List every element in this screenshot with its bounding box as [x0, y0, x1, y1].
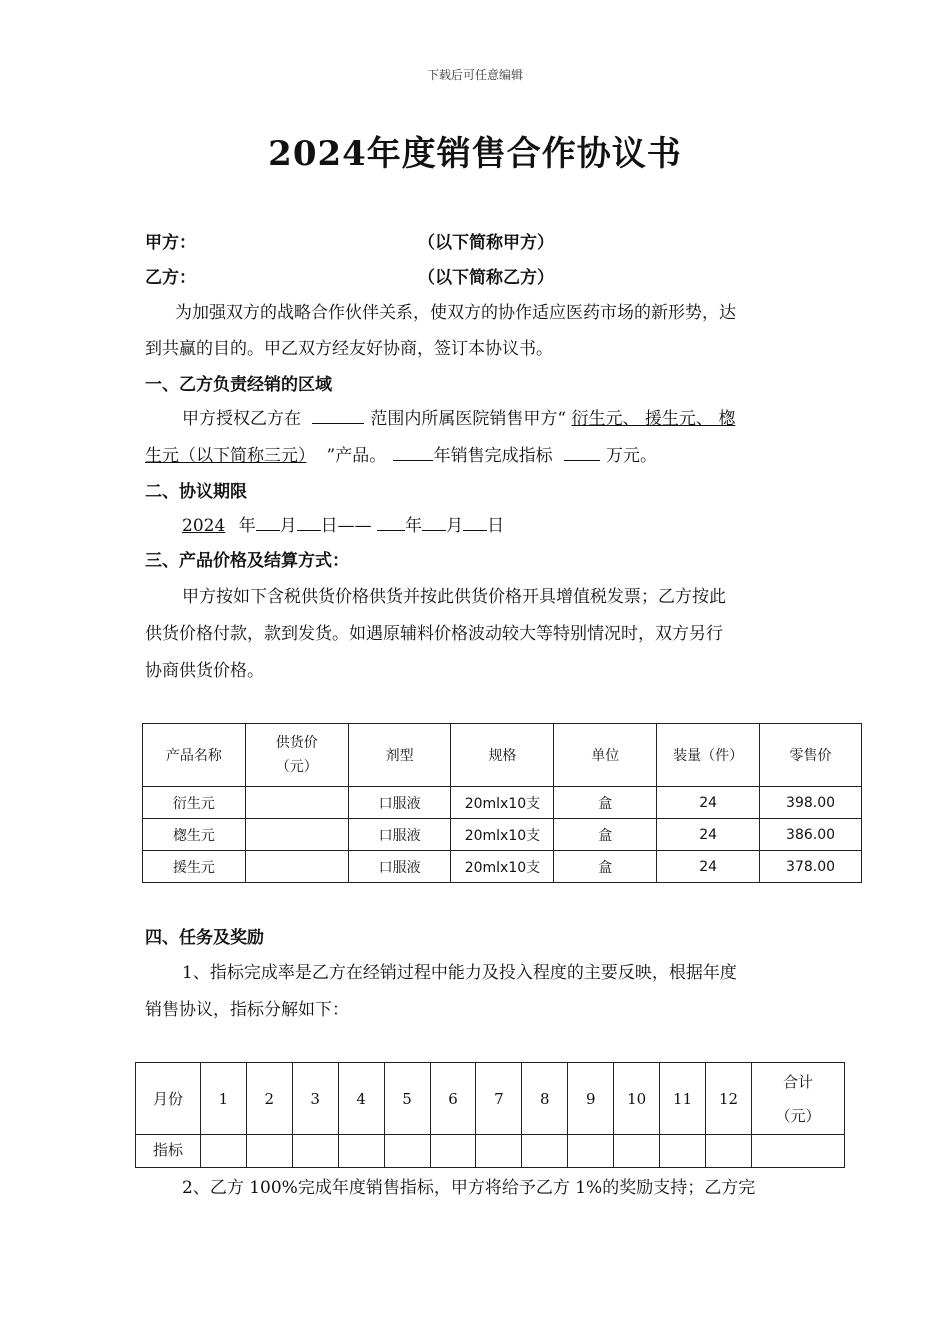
section-3-heading: 三、产品价格及结算方式： — [145, 551, 349, 571]
section-4-p1-line-2: 销售协议，指标分解如下： — [145, 1000, 349, 1020]
target-blank — [564, 444, 600, 461]
target-cell — [522, 1135, 568, 1168]
cell-specification: 20mlx10支 — [451, 787, 554, 819]
cell-dosage-form: 口服液 — [348, 851, 451, 883]
month-cell-10: 10 — [614, 1063, 660, 1135]
month-header-row — [136, 1063, 845, 1135]
cell-unit: 盒 — [554, 787, 657, 819]
cell-retail-price: 386.00 — [760, 819, 862, 851]
cell-specification: 20mlx10支 — [451, 851, 554, 883]
start-month-blank — [256, 514, 280, 531]
product-names-1: 衍生元、 援生元、 楤 — [571, 409, 736, 429]
header-product-name: 产品名称 — [143, 724, 246, 787]
target-cell — [384, 1135, 430, 1168]
cell-pack-quantity: 24 — [657, 819, 760, 851]
intro-line-2: 到共赢的目的。甲乙双方经友好协商，签订本协议书。 — [145, 339, 553, 359]
month-label: 月份 — [136, 1063, 201, 1135]
region-blank — [312, 407, 364, 424]
section-1-heading: 一、乙方负责经销的区域 — [145, 375, 332, 395]
month-cell-2: 2 — [246, 1063, 292, 1135]
month-cell-7: 7 — [476, 1063, 522, 1135]
cell-unit: 盒 — [554, 851, 657, 883]
term-line — [182, 511, 504, 536]
end-day-blank — [463, 514, 487, 531]
section-4-p1-line-1: 1、指标完成率是乙方在经销过程中能力及投入程度的主要反映，根据年度 — [182, 963, 737, 983]
section-3-line-2: 供货价格付款，款到发货。如遇原辅料价格波动较大等特别情况时，双方另行 — [145, 624, 723, 644]
end-month-blank — [422, 514, 446, 531]
table-row — [143, 787, 862, 819]
section-3-line-3: 协商供货价格。 — [145, 661, 264, 681]
product-price-table — [142, 723, 862, 883]
header-unit: 单位 — [554, 724, 657, 787]
target-row — [136, 1135, 845, 1168]
cell-product-name: 楤生元 — [143, 819, 246, 851]
target-cell — [338, 1135, 384, 1168]
end-year-blank — [377, 514, 405, 531]
term-day-char-1: 日 — [320, 516, 338, 536]
cell-dosage-form: 口服液 — [348, 787, 451, 819]
section-4-heading: 四、任务及奖励 — [145, 928, 264, 948]
month-cell-5: 5 — [384, 1063, 430, 1135]
section-1-text-c: ”产品。 — [326, 446, 387, 466]
month-cell-6: 6 — [430, 1063, 476, 1135]
target-label: 指标 — [136, 1135, 201, 1168]
target-cell — [292, 1135, 338, 1168]
cell-supply-price — [245, 787, 348, 819]
month-cell-8: 8 — [522, 1063, 568, 1135]
total-unit: （元） — [775, 1106, 821, 1125]
intro-line-1: 为加强双方的战略合作伙伴关系，使双方的协作适应医药市场的新形势，达 — [175, 303, 736, 323]
header-supply-price — [245, 724, 348, 787]
section-1-line-1 — [182, 404, 735, 429]
month-cell-9: 9 — [568, 1063, 614, 1135]
header-supply-price-unit: （元） — [275, 759, 318, 775]
term-dash: —— — [337, 516, 372, 536]
header-note: 下载后可任意编辑 — [426, 68, 523, 82]
target-cell — [614, 1135, 660, 1168]
cell-supply-price — [245, 819, 348, 851]
month-cell-1: 1 — [200, 1063, 246, 1135]
cell-specification: 20mlx10支 — [451, 819, 554, 851]
term-year: 2024 — [182, 516, 226, 536]
term-year-char-2: 年 — [405, 516, 423, 536]
cell-retail-price: 378.00 — [760, 851, 862, 883]
target-cell — [200, 1135, 246, 1168]
term-month-char-1: 月 — [279, 516, 297, 536]
table-row — [143, 819, 862, 851]
month-cell-11: 11 — [660, 1063, 706, 1135]
cell-pack-quantity: 24 — [657, 851, 760, 883]
cell-unit: 盒 — [554, 819, 657, 851]
term-month-char-2: 月 — [446, 516, 464, 536]
section-4-p2-line-1: 2、乙方 100%完成年度销售指标，甲方将给予乙方 1%的奖励支持；乙方完 — [182, 1178, 756, 1198]
party-a-label: 甲方： — [145, 233, 196, 253]
month-cell-12: 12 — [706, 1063, 752, 1135]
table-row — [143, 851, 862, 883]
month-cell-3: 3 — [292, 1063, 338, 1135]
month-cell-4: 4 — [338, 1063, 384, 1135]
term-year-char: 年 — [238, 516, 256, 536]
product-names-2: 生元（以下简称三元） — [145, 446, 307, 466]
target-total-cell — [752, 1135, 845, 1168]
total-label: 合计 — [782, 1072, 813, 1091]
section-1-text-e: 万元。 — [606, 446, 658, 466]
header-supply-price-label: 供货价 — [275, 735, 318, 751]
cell-product-name: 援生元 — [143, 851, 246, 883]
cell-dosage-form: 口服液 — [348, 819, 451, 851]
target-cell — [706, 1135, 752, 1168]
target-cell — [660, 1135, 706, 1168]
header-specification: 规格 — [451, 724, 554, 787]
cell-product-name: 衍生元 — [143, 787, 246, 819]
year-blank — [393, 444, 433, 461]
target-cell — [568, 1135, 614, 1168]
monthly-target-table — [135, 1062, 845, 1168]
cell-retail-price: 398.00 — [760, 787, 862, 819]
cell-supply-price — [245, 851, 348, 883]
section-2-heading: 二、协议期限 — [145, 482, 247, 502]
section-1-text-d: 年销售完成指标 — [433, 446, 553, 466]
section-1-text-b: 范围内所属医院销售甲方“ — [370, 409, 567, 429]
party-b-label: 乙方： — [145, 268, 196, 288]
target-cell — [246, 1135, 292, 1168]
target-cell — [476, 1135, 522, 1168]
header-pack-quantity: 装量（件） — [657, 724, 760, 787]
header-dosage-form: 剂型 — [348, 724, 451, 787]
section-1-text-a: 甲方授权乙方在 — [182, 409, 301, 429]
start-day-blank — [297, 514, 321, 531]
section-3-line-1: 甲方按如下含税供货价格供货并按此供货价格开具增值税发票；乙方按此 — [182, 587, 726, 607]
party-a-note: （以下简称甲方） — [418, 233, 554, 253]
term-day-char-2: 日 — [487, 516, 505, 536]
table-header-row — [143, 724, 862, 787]
total-header — [752, 1063, 845, 1135]
section-1-line-2 — [145, 441, 657, 466]
target-cell — [430, 1135, 476, 1168]
header-retail-price: 零售价 — [760, 724, 862, 787]
cell-pack-quantity: 24 — [657, 787, 760, 819]
document-title: 2024年度销售合作协议书 — [268, 134, 682, 174]
party-b-note: （以下简称乙方） — [418, 268, 554, 288]
